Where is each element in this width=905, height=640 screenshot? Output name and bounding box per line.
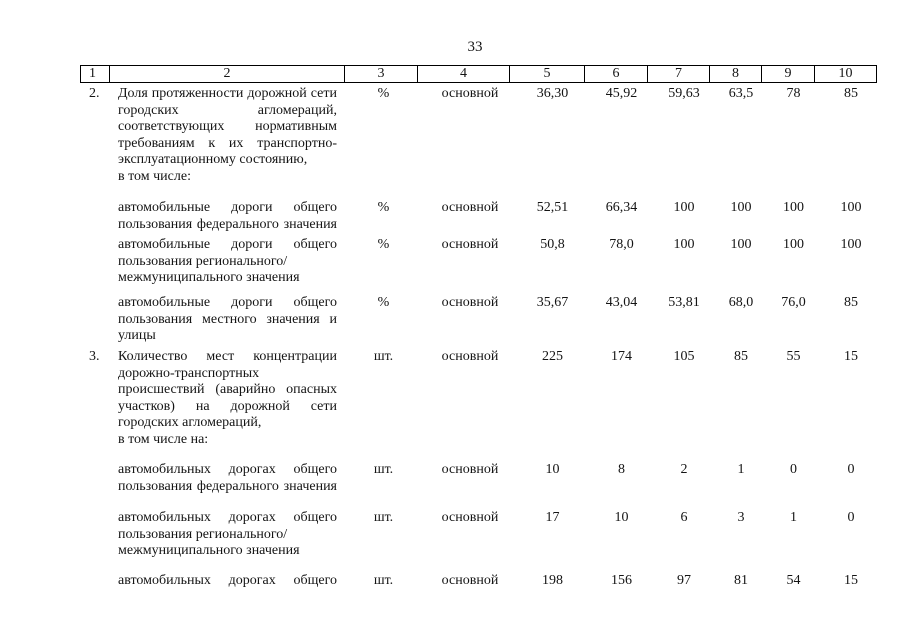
indicator-name-line: межмуниципального значения: [118, 543, 300, 558]
indicator-type-cell: основной: [441, 349, 499, 364]
header-col-9: 9: [762, 65, 815, 83]
value-cell-col-7: 105: [673, 349, 695, 364]
indicator-name: [110, 295, 345, 345]
value-cell-col-7: 97: [677, 573, 691, 588]
unit-cell: шт.: [373, 510, 394, 525]
indicator-name-line: автомобильных дорогах общего: [118, 462, 337, 477]
value-cell-col-8: 85: [734, 349, 748, 364]
value-cell-col-7: 100: [673, 200, 695, 215]
row-number-cell: [80, 510, 110, 560]
indicator-name: [110, 462, 345, 495]
unit-cell: %: [377, 200, 390, 215]
value-cell-col-9: 55: [786, 349, 801, 364]
value-cell-col-8: 100: [730, 237, 752, 252]
row-number-cell: [80, 295, 110, 345]
value-cell-col-9: 76,0: [781, 295, 806, 310]
value-cell-col-8: 68,0: [728, 295, 754, 310]
indicator-name-line: Количество мест концентрации: [118, 349, 337, 364]
indicator-name-line: улицы: [118, 328, 156, 343]
value-cell-col-7: 6: [680, 510, 688, 525]
value-cell-col-6: 45,92: [605, 86, 638, 101]
table-row: [80, 86, 877, 185]
unit-cell: %: [377, 237, 390, 252]
indicator-type-cell: основной: [441, 86, 499, 101]
indicator-name-line: пользования федерального значения: [118, 478, 337, 494]
unit-cell: шт.: [373, 349, 394, 364]
indicator-name: [110, 237, 345, 287]
table-subrow: [80, 462, 877, 495]
value-cell-col-6: 8: [618, 462, 625, 477]
value-cell-col-5: 52,51: [536, 200, 569, 215]
value-cell-col-5: 50,8: [540, 237, 565, 252]
page-number: 33: [467, 39, 483, 55]
value-cell-col-6: 10: [614, 510, 629, 525]
indicator-type-cell: основной: [441, 200, 499, 215]
indicator-name: [110, 349, 345, 448]
indicator-type-cell: основной: [441, 295, 499, 310]
value-cell-col-5: 225: [542, 349, 563, 364]
value-cell-col-6: 156: [611, 573, 632, 588]
table-subrow: [80, 573, 877, 590]
value-cell-col-7: 53,81: [668, 295, 700, 310]
header-col-7: 7: [648, 65, 710, 83]
header-col-2: 2: [110, 65, 345, 83]
header-col-6: 6: [585, 65, 648, 83]
value-cell-col-9: 100: [783, 237, 804, 252]
value-cell-col-10: 100: [840, 200, 862, 215]
value-cell-col-8: 100: [730, 200, 752, 215]
value-cell-col-5: 35,67: [536, 295, 569, 310]
indicator-name-line: требованиям к их транспортно-: [118, 135, 337, 151]
header-col-10: 10: [815, 65, 877, 83]
value-cell-col-5: 17: [545, 510, 560, 525]
unit-cell: %: [377, 295, 390, 310]
row-number-cell: [80, 237, 110, 287]
unit-cell: шт.: [373, 462, 394, 477]
value-cell-col-9: 78: [786, 86, 801, 101]
value-cell-col-7: 59,63: [668, 86, 700, 101]
header-col-5: 5: [510, 65, 585, 83]
indicator-name: [110, 200, 345, 233]
value-cell-col-6: 78,0: [609, 237, 634, 252]
value-cell-col-9: 1: [790, 510, 797, 525]
indicator-name-line: эксплуатационному состоянию,: [118, 152, 308, 167]
row-number-cell: [80, 200, 110, 233]
indicator-name-line: пользования регионального/: [118, 526, 288, 542]
indicator-name-line: Доля протяженности дорожной сети: [118, 86, 337, 101]
value-cell-col-6: 174: [611, 349, 632, 364]
header-col-4: 4: [418, 65, 510, 83]
unit-cell: шт.: [373, 573, 394, 588]
table-header-row: [80, 65, 877, 83]
value-cell-col-5: 198: [542, 573, 563, 588]
header-col-3: 3: [345, 65, 418, 83]
table-subrow: [80, 295, 877, 345]
value-cell-col-10: 15: [844, 349, 858, 364]
indicator-name-line: участков) на дорожной сети: [118, 398, 337, 414]
row-number: 3.: [89, 349, 100, 364]
indicator-name-line: пользования федерального значения: [118, 216, 337, 232]
header-col-8: 8: [710, 65, 762, 83]
value-cell-col-8: 3: [737, 510, 745, 525]
indicator-name: [110, 573, 345, 590]
value-cell-col-9: 0: [790, 462, 797, 477]
indicator-name-line: межмуниципального значения: [118, 270, 300, 285]
header-col-1: 1: [80, 65, 110, 83]
value-cell-col-9: 54: [786, 573, 801, 588]
indicator-type-cell: основной: [441, 237, 499, 252]
indicator-name-line: автомобильные дороги общего: [118, 295, 337, 310]
indicator-name-line: городских агломераций,: [118, 415, 262, 430]
table-subrow: [80, 510, 877, 560]
indicator-name-line: автомобильные дороги общего: [118, 237, 337, 252]
value-cell-col-10: 85: [844, 86, 858, 101]
row-number-cell: [80, 573, 110, 590]
indicator-name-line: автомобильных дорогах общего: [118, 573, 337, 588]
indicator-name-line: в том числе:: [118, 168, 191, 184]
indicator-name-line: автомобильных дорогах общего: [118, 510, 337, 525]
value-cell-col-7: 2: [680, 462, 688, 477]
value-cell-col-6: 66,34: [605, 200, 638, 215]
value-cell-col-7: 100: [673, 237, 695, 252]
value-cell-col-9: 100: [783, 200, 804, 215]
indicator-name-line: в том числе на:: [118, 431, 209, 447]
indicator-type-cell: основной: [441, 462, 499, 477]
value-cell-col-10: 0: [847, 510, 855, 525]
indicator-name: [110, 86, 345, 185]
indicator-name-line: происшествий (аварийно опасных: [118, 382, 337, 397]
table-row: [80, 349, 877, 448]
indicator-name-line: пользования регионального/: [118, 253, 288, 269]
value-cell-col-10: 100: [840, 237, 862, 252]
indicator-name: [110, 510, 345, 560]
value-cell-col-8: 1: [737, 462, 745, 477]
indicator-type-cell: основной: [441, 510, 499, 525]
indicator-name-line: соответствующих нормативным: [118, 119, 337, 134]
value-cell-col-10: 0: [847, 462, 855, 477]
indicator-name-line: дорожно-транспортных: [118, 365, 260, 381]
table-subrow: [80, 237, 877, 287]
value-cell-col-5: 36,30: [536, 86, 569, 101]
value-cell-col-8: 63,5: [728, 86, 754, 101]
table-subrow: [80, 200, 877, 233]
value-cell-col-10: 15: [844, 573, 858, 588]
value-cell-col-5: 10: [545, 462, 560, 477]
indicator-name-line: городских агломераций,: [118, 102, 337, 118]
row-number-cell: [80, 462, 110, 495]
indicator-name-line: пользования местного значения и: [118, 311, 337, 327]
indicator-name-line: автомобильные дороги общего: [118, 200, 337, 215]
value-cell-col-8: 81: [734, 573, 748, 588]
row-number: 2.: [89, 86, 100, 101]
value-cell-col-10: 85: [844, 295, 858, 310]
indicator-type-cell: основной: [441, 573, 499, 588]
indicators-table: [80, 65, 877, 590]
value-cell-col-6: 43,04: [605, 295, 638, 310]
unit-cell: %: [377, 86, 390, 101]
